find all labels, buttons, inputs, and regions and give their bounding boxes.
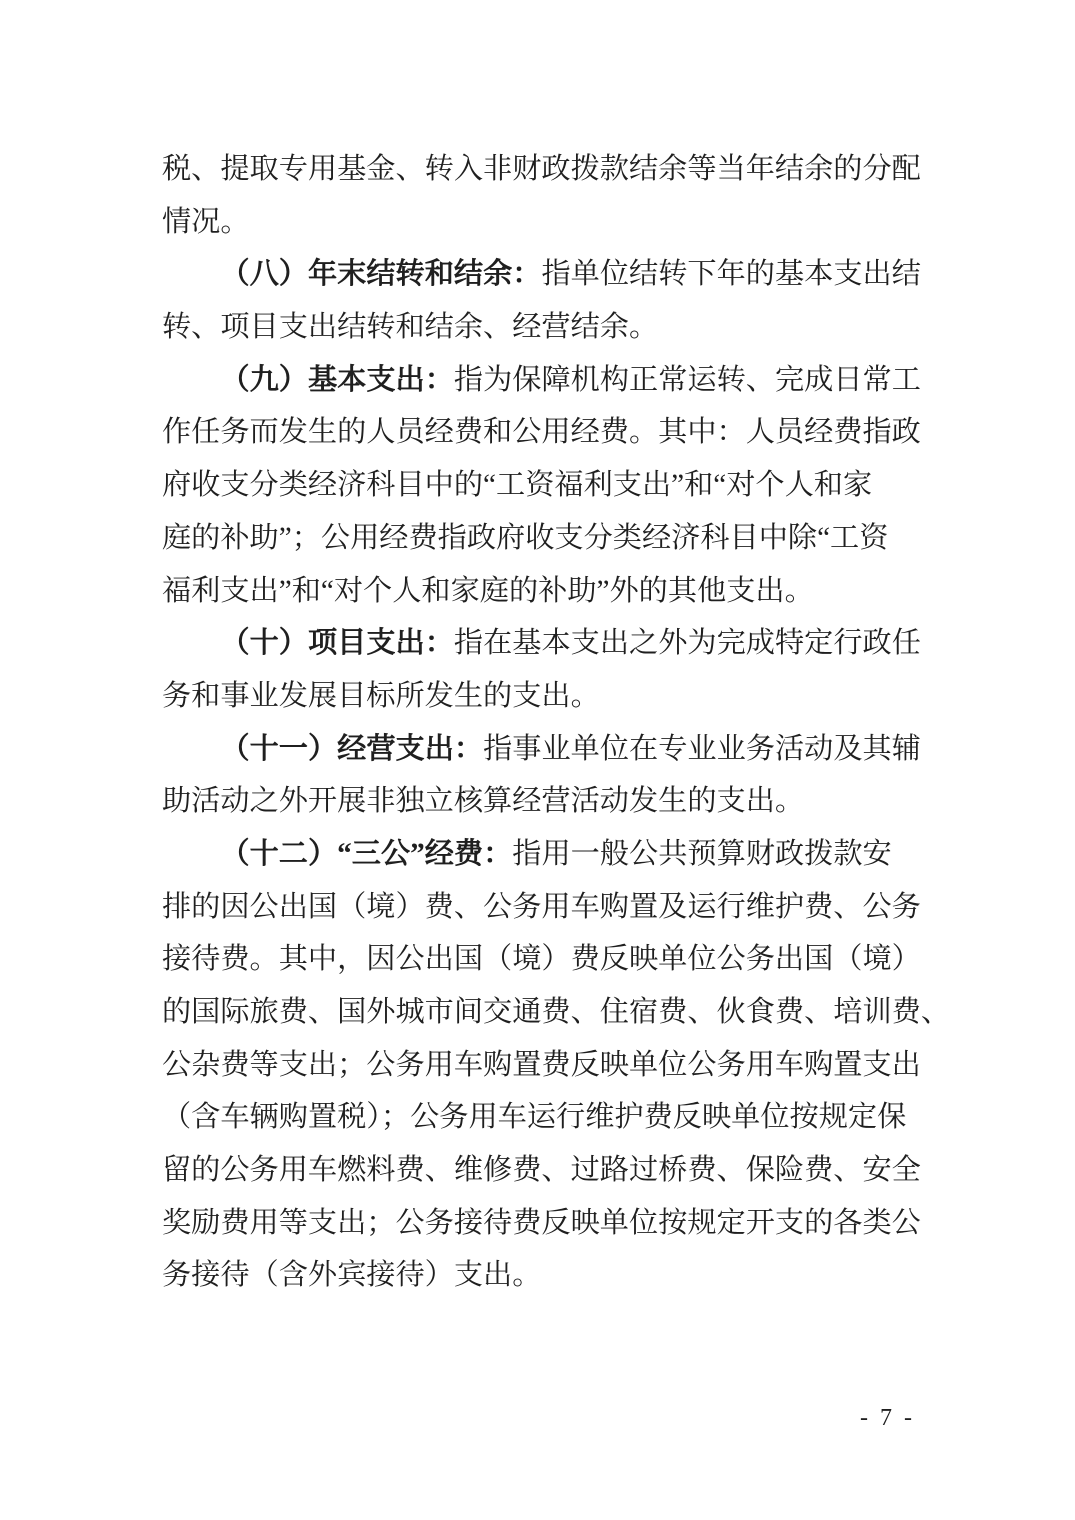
para-9-basic-expenditure — [162, 354, 924, 617]
text-line — [162, 723, 924, 776]
text-run: 转、项目支出结转和结余、经营结余。 — [162, 311, 659, 344]
text-run: 指用一般公共预算财政拨款安 — [512, 837, 892, 870]
term-heading: （十一）经营支出： — [220, 732, 484, 765]
text-line — [162, 565, 924, 618]
text-run: 税、提取专用基金、转入非财政拨款结余等当年结余的分配 — [162, 153, 921, 185]
term-heading: （十）项目支出： — [220, 627, 454, 660]
text-run: 留的公务用车燃料费、维修费、过路过桥费、保险费、安全 — [162, 1154, 921, 1187]
text-line — [162, 301, 924, 354]
text-run: 庭的补助”；公用经费指政府收支分类经济科目中除“工资 — [162, 521, 889, 554]
text-run: 指在基本支出之外为完成特定行政任 — [453, 627, 921, 660]
text-line — [162, 1249, 924, 1302]
text-run: 接待费。其中，因公出国（境）费反映单位公务出国（境） — [162, 943, 921, 976]
text-line — [162, 354, 924, 407]
text-line — [162, 881, 924, 934]
text-run: 排的因公出国（境）费、公务用车购置及运行维护费、公务 — [162, 890, 921, 923]
text-line — [162, 143, 924, 196]
para-11-operating-expenditure — [162, 723, 924, 828]
text-line — [162, 670, 924, 723]
term-heading: （八）年末结转和结余： — [220, 258, 542, 291]
text-run: 的国际旅费、国外城市间交通费、住宿费、伙食费、培训费、 — [162, 996, 951, 1028]
text-line — [162, 617, 924, 670]
text-line — [162, 1144, 924, 1197]
text-line — [162, 1091, 924, 1144]
page-footer — [860, 1403, 915, 1433]
term-heading: （九）基本支出： — [220, 363, 454, 396]
para-carryover-distribution — [162, 143, 924, 248]
para-8-year-end-carryover-and-surplus — [162, 248, 924, 353]
text-line — [162, 406, 924, 459]
text-line — [162, 986, 951, 1039]
para-12-three-public-expenses — [162, 828, 951, 1302]
text-run: 福利支出”和“对个人和家庭的补助”外的其他支出。 — [162, 574, 814, 607]
text-run: （含车辆购置税）；公务用车运行维护费反映单位按规定保 — [162, 1101, 907, 1134]
text-line — [162, 933, 924, 986]
text-run: 指为保障机构正常运转、完成日常工 — [453, 363, 921, 396]
text-run: 公杂费等支出；公务用车购置费反映单位公务用车购置支出 — [162, 1048, 921, 1081]
text-run: 情况。 — [162, 205, 250, 238]
text-line — [162, 248, 924, 301]
text-run: 助活动之外开展非独立核算经营活动发生的支出。 — [162, 785, 805, 818]
text-line — [162, 828, 924, 881]
text-run: 务和事业发展目标所发生的支出。 — [162, 679, 600, 712]
text-run: 作任务而发生的人员经费和公用经费。其中：人员经费指政 — [162, 416, 921, 449]
text-line — [162, 1039, 924, 1092]
text-run: 务接待（含外宾接待）支出。 — [162, 1259, 542, 1292]
text-run: 府收支分类经济科目中的“工资福利支出”和“对个人和家 — [162, 469, 873, 502]
para-10-project-expenditure — [162, 617, 924, 722]
text-run: 奖励费用等支出；公务接待费反映单位按规定开支的各类公 — [162, 1206, 921, 1239]
body-text-block — [162, 143, 951, 1302]
text-line — [162, 1197, 924, 1250]
page-number: - 7 - — [860, 1405, 915, 1431]
text-run: 指单位结转下年的基本支出结 — [541, 258, 921, 291]
text-line — [162, 196, 924, 249]
term-heading: （十二）“三公”经费： — [220, 837, 513, 870]
text-line — [162, 459, 924, 512]
text-line — [162, 512, 924, 565]
text-run: 指事业单位在专业业务活动及其辅 — [483, 732, 921, 765]
text-line — [162, 775, 924, 828]
